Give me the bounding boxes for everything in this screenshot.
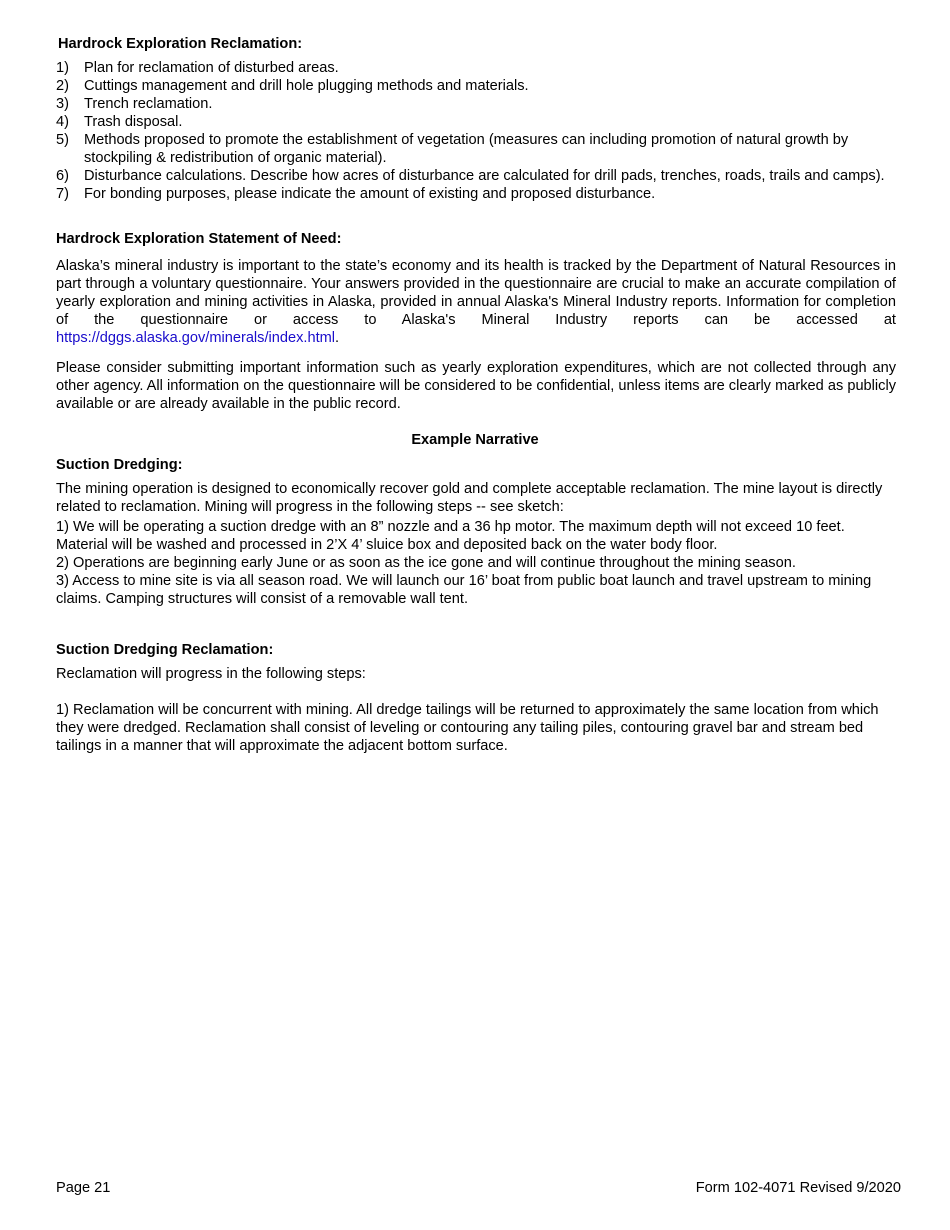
list-item-text: Disturbance calculations. Describe how acres of disturbance are calculated for drill pads, trenches, roads, trails and camps). bbox=[84, 168, 885, 184]
list-item-number: 2) bbox=[56, 78, 69, 94]
list-item-text: For bonding purposes, please indicate the amount of existing and proposed disturbance. bbox=[84, 186, 656, 202]
statement-paragraph-1 bbox=[56, 257, 896, 347]
list-item-number: 6) bbox=[56, 168, 69, 184]
list-item-text: Methods proposed to promote the establishment of vegetation (measures can including promotion of natural growth by stockpiling & redistribution of organic material). bbox=[84, 132, 849, 166]
dredging-step: 3) Access to mine site is via all season road. We will launch our 16’ boat from public boat launch and travel upstream to mining claims. Camping structures will consist of a removable wall tent. bbox=[56, 573, 872, 607]
list-item-number: 4) bbox=[56, 114, 69, 130]
dredging-reclamation-heading: Suction Dredging Reclamation: bbox=[56, 642, 274, 658]
list-item bbox=[56, 113, 886, 131]
list-item bbox=[56, 167, 886, 185]
example-narrative-title: Example Narrative bbox=[411, 432, 539, 448]
suction-dredging-heading: Suction Dredging: bbox=[56, 457, 183, 473]
statement-paragraph-2: Please consider submitting important information such as yearly exploration expenditures, which are not collected through any other agency. All information on the questionnaire will be considered to be confidential, unless items are clearly marked as publicly available or are already available in the public record. bbox=[56, 360, 896, 412]
statement-of-need-heading: Hardrock Exploration Statement of Need: bbox=[56, 231, 342, 247]
statement-paragraph-1-text: Alaska’s mineral industry is important to the state’s economy and its health is tracked by the Department of Natural Resources in part through a voluntary questionnaire. Your answers provided in the questionnaire are crucial to make an accurate compilation of yearly exploration and mining activities in Alaska, provided in annual Alaska's Mineral Industry reports. Information for completion of the questionnaire or access to Alaska's Mineral Industry reports can be accessed at bbox=[56, 258, 896, 328]
list-item bbox=[56, 131, 886, 167]
list-item-text: Trash disposal. bbox=[84, 114, 183, 130]
list-item-number: 7) bbox=[56, 186, 69, 202]
list-item-number: 3) bbox=[56, 96, 69, 112]
suction-dredging-intro: The mining operation is designed to economically recover gold and complete acceptable reclamation. The mine layout is directly related to reclamation. Mining will progress in the following steps -- see sketch: bbox=[56, 481, 883, 515]
page-number: Page 21 bbox=[56, 1180, 111, 1196]
dredging-reclamation-step-1: 1) Reclamation will be concurrent with mining. All dredge tailings will be returned to approximately the same location from which they were dredged. Reclamation shall consist of leveling or contouring any tailing piles, contouring gravel bar and stream bed tailings in a manner that will approximate the adjacent bottom surface. bbox=[56, 702, 879, 754]
suction-dredging-steps bbox=[56, 518, 896, 608]
dredging-step: 1) We will be operating a suction dredge with an 8” nozzle and a 36 hp motor. The maximum depth will not exceed 10 feet. Material will be washed and processed in 2’X 4’ sluice box and deposited back on the water body floor. bbox=[56, 519, 845, 553]
reclamation-list bbox=[56, 59, 886, 203]
dredging-reclamation-intro: Reclamation will progress in the following steps: bbox=[56, 666, 366, 682]
form-number: Form 102-4071 Revised 9/2020 bbox=[695, 1180, 901, 1196]
reclamation-heading: Hardrock Exploration Reclamation: bbox=[58, 36, 303, 52]
list-item bbox=[56, 59, 886, 77]
list-item bbox=[56, 77, 886, 95]
statement-paragraph-1-end: . bbox=[335, 330, 340, 346]
dredging-step: 2) Operations are beginning early June or as soon as the ice gone and will continue throughout the mining season. bbox=[56, 555, 796, 571]
list-item bbox=[56, 185, 886, 203]
list-item-text: Trench reclamation. bbox=[84, 96, 213, 112]
list-item-text: Cuttings management and drill hole plugging methods and materials. bbox=[84, 78, 529, 94]
dggs-minerals-link[interactable]: https://dggs.alaska.gov/minerals/index.html bbox=[56, 330, 336, 346]
list-item bbox=[56, 95, 886, 113]
list-item-number: 5) bbox=[56, 132, 69, 148]
list-item-text: Plan for reclamation of disturbed areas. bbox=[84, 60, 339, 76]
list-item-number: 1) bbox=[56, 60, 69, 76]
